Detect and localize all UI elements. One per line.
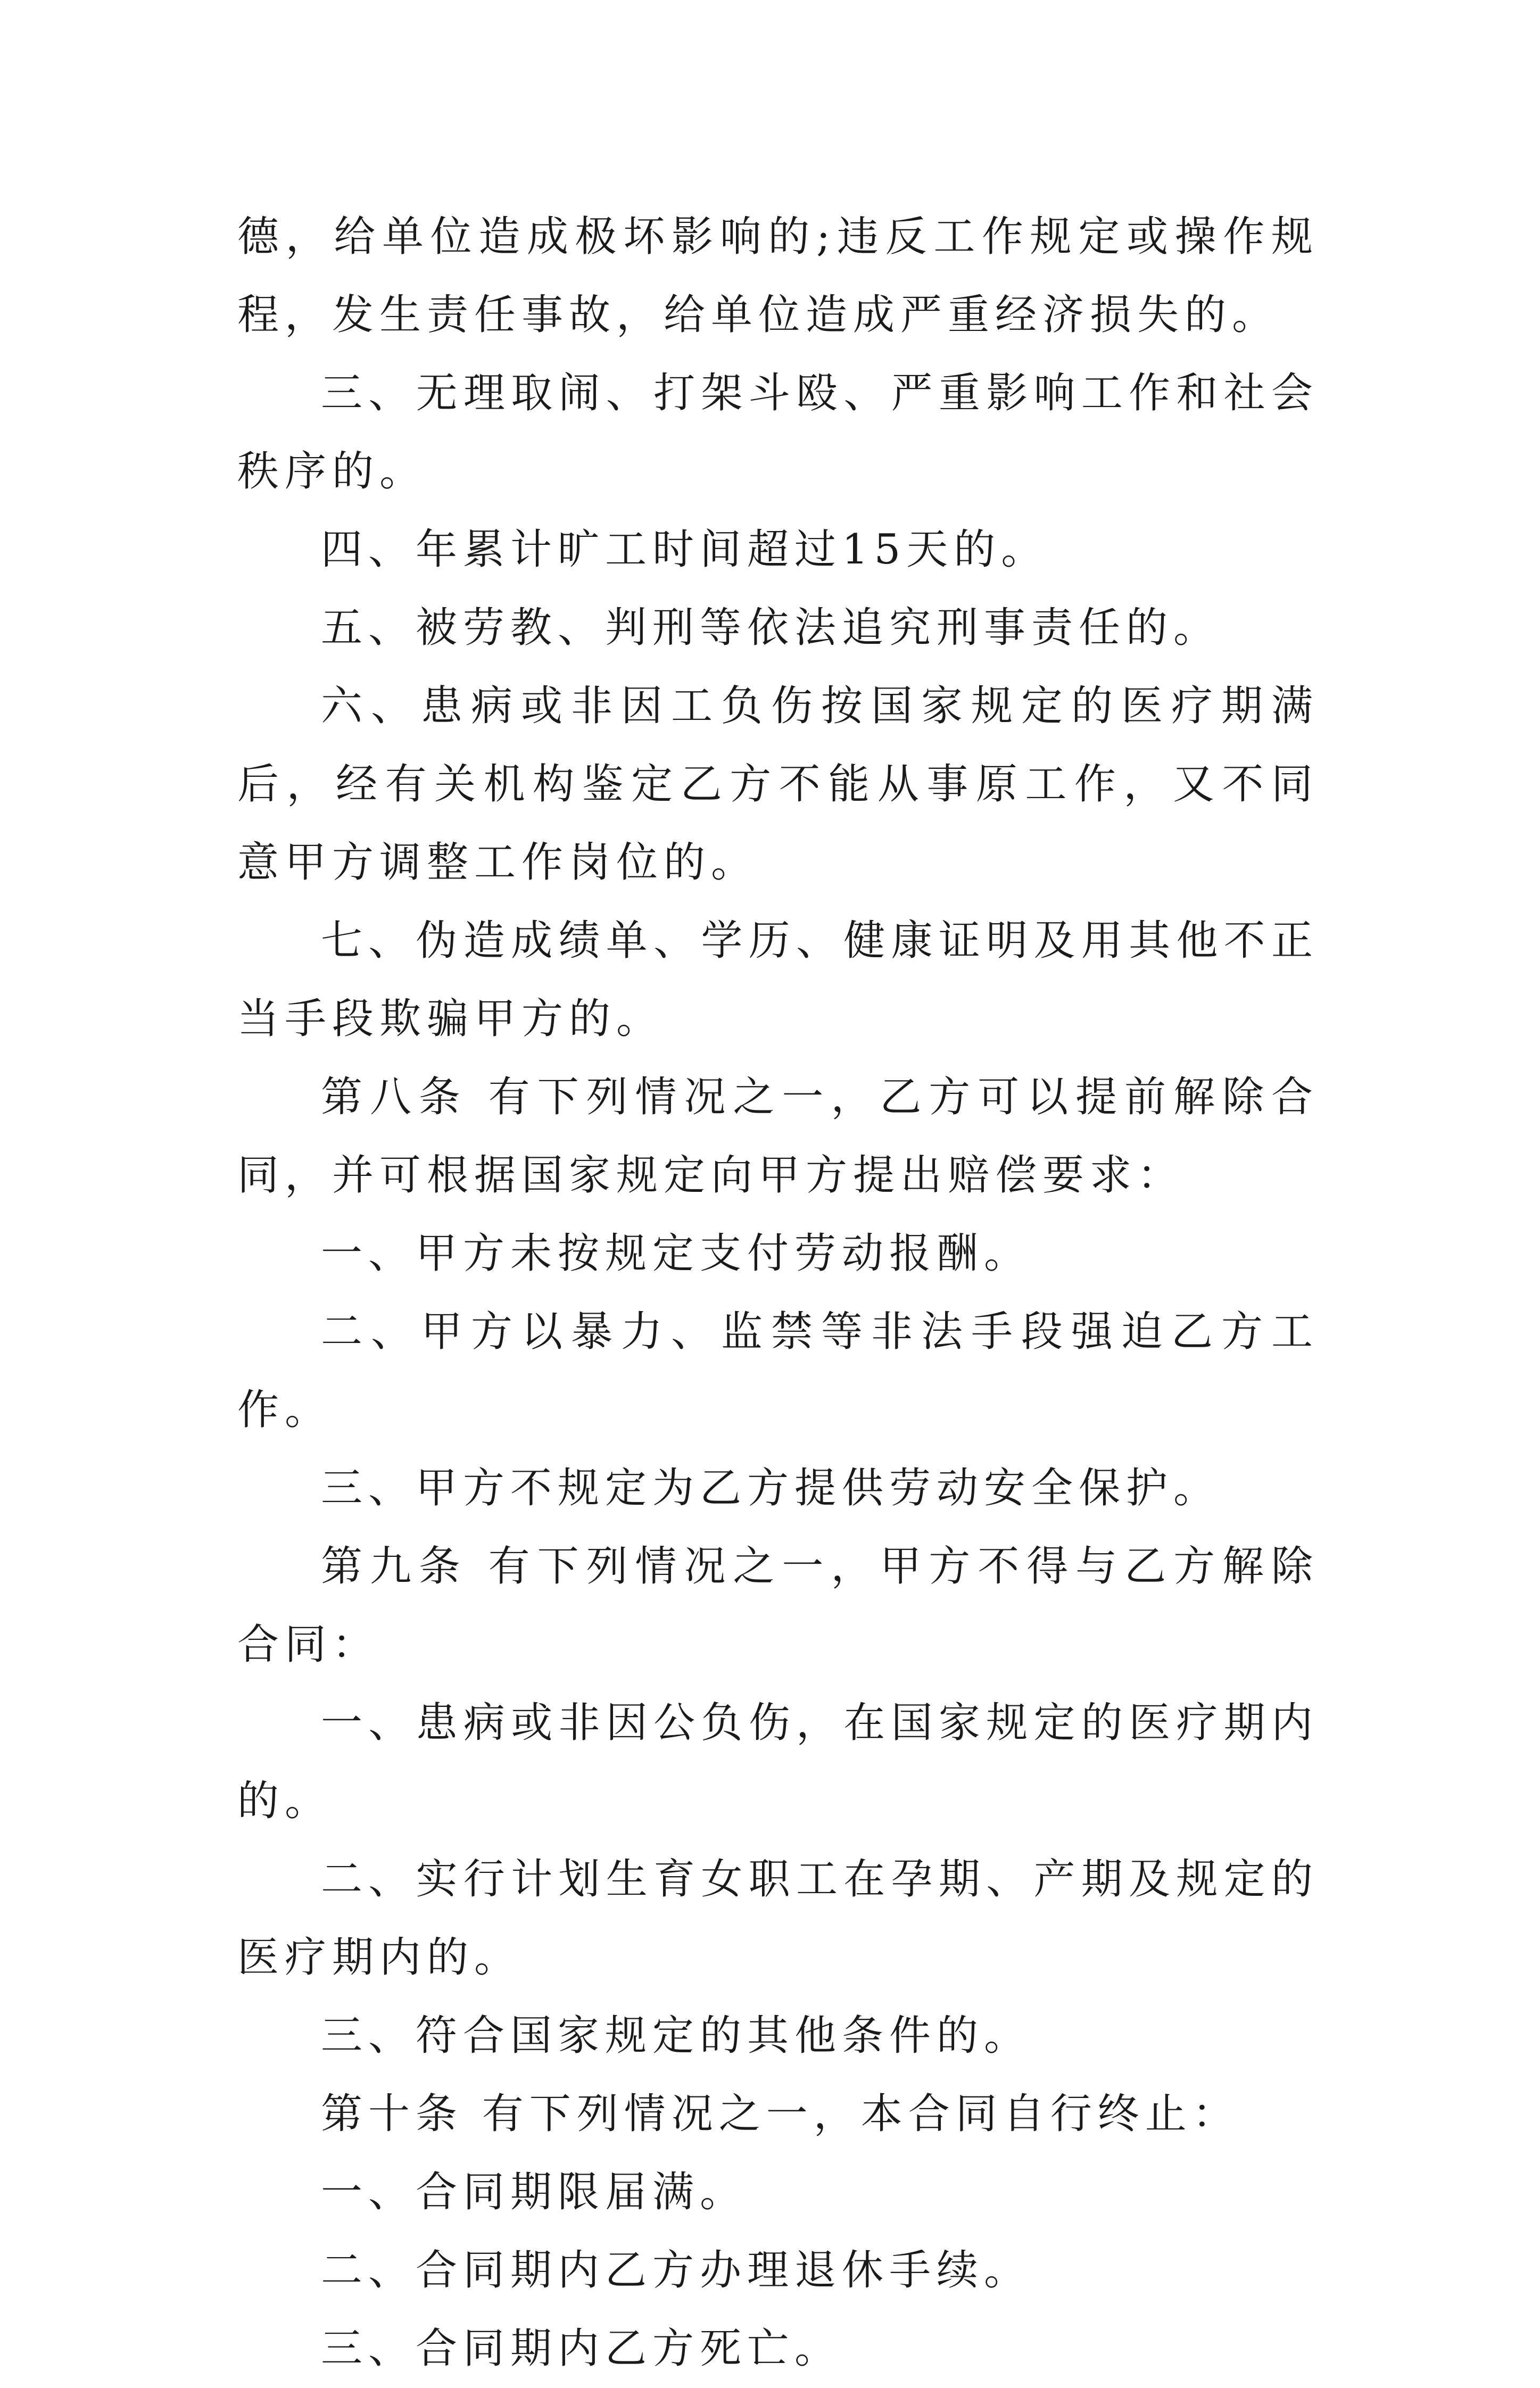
document-body	[237, 198, 1319, 2388]
article-9-item-2: 二、实行计划生育女职工在孕期、产期及规定的医疗期内的。	[237, 1855, 1319, 1981]
paragraph-1: 德，给单位造成极坏影响的;违反工作规定或操作规程，发生责任事故，给单位造成严重经济损失的。	[237, 213, 1319, 339]
paragraph-4: 五、被劳教、判刑等依法追究刑事责任的。	[321, 604, 1221, 652]
paragraph-3: 四、年累计旷工时间超过15天的。	[321, 526, 1049, 574]
paragraph-2: 三、无理取闹、打架斗殴、严重影响工作和社会秩序的。	[237, 369, 1319, 495]
article-8-item-1: 一、甲方未按规定支付劳动报酬。	[321, 1230, 1032, 1278]
article-10-item-1: 一、合同期限届满。	[321, 2168, 748, 2216]
article-9-item-1: 一、患病或非因公负伤，在国家规定的医疗期内的。	[237, 1699, 1319, 1825]
paragraph-5: 六、患病或非因工负伤按国家规定的医疗期满后，经有关机构鉴定乙方不能从事原工作，又不同意甲方调整工作岗位的。	[237, 682, 1319, 886]
article-8: 第八条 有下列情况之一，乙方可以提前解除合同，并可根据国家规定向甲方提出赔偿要求：	[237, 1073, 1319, 1199]
article-10-item-2: 二、合同期内乙方办理退休手续。	[321, 2246, 1032, 2294]
paragraph-6: 七、伪造成绩单、学历、健康证明及用其他不正当手段欺骗甲方的。	[237, 917, 1319, 1043]
article-10-item-3: 三、合同期内乙方死亡。	[321, 2325, 842, 2373]
article-10: 第十条 有下列情况之一，本合同自行终止：	[321, 2090, 1240, 2138]
article-8-item-3: 三、甲方不规定为乙方提供劳动安全保护。	[321, 1464, 1221, 1512]
article-9: 第九条 有下列情况之一，甲方不得与乙方解除合同：	[237, 1543, 1319, 1669]
article-9-item-3: 三、符合国家规定的其他条件的。	[321, 2012, 1032, 2060]
article-8-item-2: 二、甲方以暴力、监禁等非法手段强迫乙方工作。	[237, 1308, 1319, 1434]
